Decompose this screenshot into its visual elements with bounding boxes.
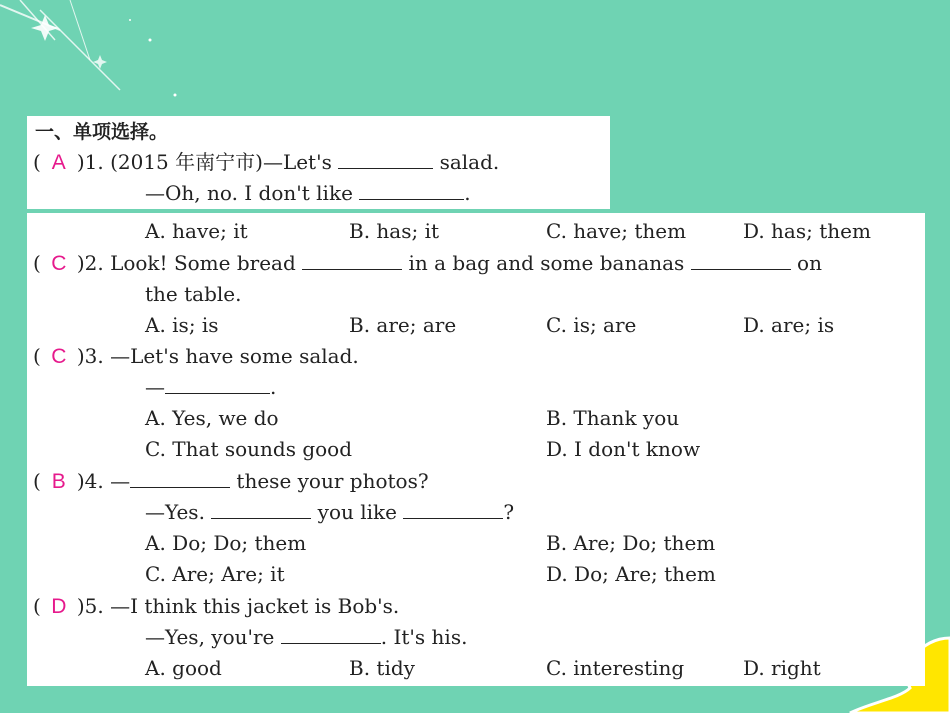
option-a: A. is; is (145, 313, 219, 337)
option-b: B. are; are (349, 313, 457, 337)
answer-blank (691, 251, 791, 270)
option-c: C. have; them (546, 219, 687, 243)
option-a: A. have; it (145, 219, 248, 243)
option-d: D. right (743, 656, 821, 680)
answer-blank (403, 500, 503, 519)
answer-blank (281, 625, 381, 644)
answer-1: A (51, 151, 66, 174)
sparkle-decoration (0, 0, 200, 120)
question-3-line1: ( C )3. —Let's have some salad. (33, 344, 359, 368)
question-source: (2015 年南宁市) (110, 150, 263, 174)
question-1-line2: —Oh, no. I don't like . (145, 181, 471, 205)
question-card-main (27, 213, 925, 686)
question-4-line2: —Yes. you like ? (145, 500, 515, 524)
section-title: 一、单项选择。 (35, 121, 169, 143)
option-b: B. Thank you (546, 406, 680, 430)
question-5-line1: ( D )5. —I think this jacket is Bob's. (33, 594, 400, 618)
question-1-line1: ( A )1. (2015 年南宁市)—Let's salad. (33, 150, 500, 174)
answer-blank (130, 469, 230, 488)
answer-blank (211, 500, 311, 519)
option-a: A. Do; Do; them (145, 531, 307, 555)
option-a: A. Yes, we do (145, 406, 279, 430)
question-card-top (27, 116, 610, 209)
option-b: B. tidy (349, 656, 415, 680)
question-5-line2: —Yes, you're . It's his. (145, 625, 468, 649)
answer-2: C (51, 252, 67, 275)
option-b: B. has; it (349, 219, 440, 243)
answer-blank (165, 375, 270, 394)
option-d: D. are; is (743, 313, 835, 337)
question-number: )1. (76, 150, 104, 174)
option-c: C. interesting (546, 656, 685, 680)
question-4-line1: ( B )4. — these your photos? (33, 469, 429, 493)
question-3-line2: — . (145, 375, 277, 399)
option-c: C. is; are (546, 313, 637, 337)
answer-3: C (51, 345, 67, 368)
question-2-line1: ( C )2. Look! Some bread in a bag and some bananas on (33, 251, 822, 275)
option-d: D. Do; Are; them (546, 562, 716, 586)
answer-4: B (51, 470, 66, 493)
answer-blank (302, 251, 402, 270)
option-b: B. Are; Do; them (546, 531, 716, 555)
answer-blank (359, 181, 464, 200)
answer-5: D (51, 595, 67, 618)
option-d: D. I don't know (546, 437, 701, 461)
question-2-line2: the table. (145, 282, 242, 306)
option-c: C. Are; Are; it (145, 562, 285, 586)
answer-blank (338, 150, 433, 169)
option-a: A. good (145, 656, 222, 680)
option-c: C. That sounds good (145, 437, 353, 461)
option-d: D. has; them (743, 219, 871, 243)
paren-open: ( (33, 150, 41, 174)
